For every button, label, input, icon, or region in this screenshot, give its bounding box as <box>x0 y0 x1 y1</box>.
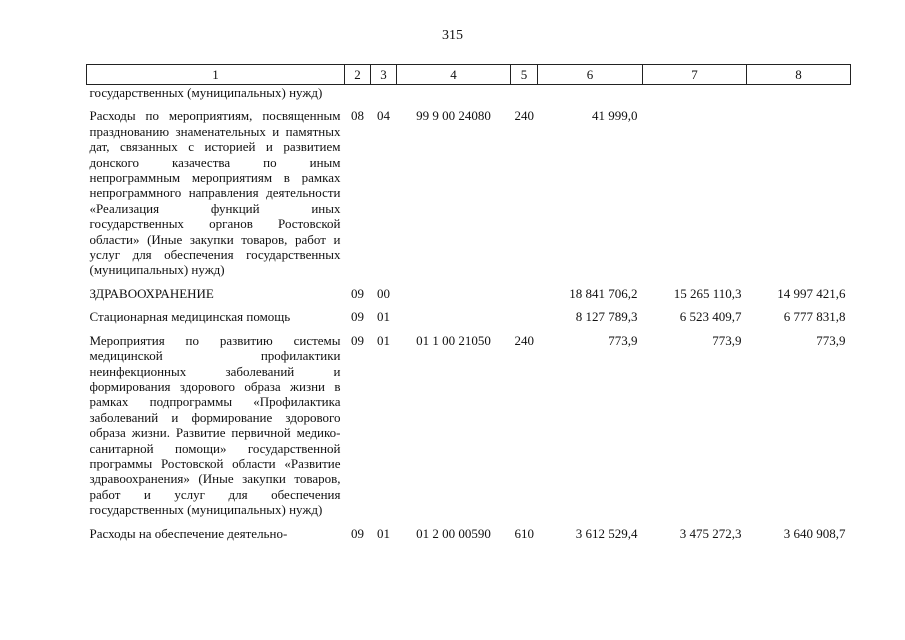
row-name: Стационарная медицинская помощь <box>89 309 291 325</box>
row-amount-year1: 8 127 789,3 <box>575 309 638 325</box>
row-subsection-code: 01 <box>377 332 390 348</box>
row-subsection-code: 00 <box>377 285 390 301</box>
table-header-row <box>87 65 851 85</box>
row-section-code: 09 <box>351 309 364 325</box>
row-subsection-code: 01 <box>377 525 390 541</box>
row-name: ЗДРАВООХРАНЕНИЕ <box>89 285 214 301</box>
column-header-5: 5 <box>511 65 538 85</box>
table-row <box>87 278 851 301</box>
row-amount-year3: 3 640 908,7 <box>783 525 846 541</box>
row-expense-type: 240 <box>514 332 534 348</box>
table-row <box>87 518 851 541</box>
column-header-7: 7 <box>643 65 747 85</box>
row-target-article <box>397 278 511 301</box>
row-amount-year3: 14 997 421,6 <box>777 285 846 301</box>
row-section-code: 09 <box>351 332 364 348</box>
row-expense-type: 240 <box>514 108 534 124</box>
row-amount-year2 <box>643 85 747 101</box>
row-amount-year2: 3 475 272,3 <box>679 525 742 541</box>
column-header-2: 2 <box>345 65 371 85</box>
row-amount-year3 <box>747 100 851 277</box>
row-subsection-code <box>371 85 397 101</box>
row-subsection-code: 04 <box>377 108 390 124</box>
row-expense-type: 610 <box>514 525 534 541</box>
row-target-article <box>397 301 511 324</box>
row-amount-year1 <box>538 85 643 101</box>
row-target-article: 99 9 00 24080 <box>416 108 491 124</box>
row-amount-year3: 6 777 831,8 <box>783 309 846 325</box>
column-header-3: 3 <box>371 65 397 85</box>
row-section-code: 09 <box>351 525 364 541</box>
row-amount-year2 <box>643 100 747 277</box>
row-section-code: 08 <box>351 108 364 124</box>
row-amount-year1: 41 999,0 <box>592 108 638 124</box>
row-amount-year3 <box>747 85 851 101</box>
row-expense-type <box>511 301 538 324</box>
page-number: 315 <box>442 28 463 43</box>
row-name: Мероприятия по развитию системы медицинской профилактики неинфекционных заболеваний и формирования здорового образа жизни в рамках подпрограммы «Профилактика заболеваний и формирование здорового образа жизни. Развитие первичной медико-санитарной помощи» государственной программы Ростовской области «Развитие здравоохранения» (Иные закупки товаров, работ и услуг для обеспечения государственных (муниципальных) нужд) <box>89 332 341 518</box>
table-row <box>87 325 851 518</box>
row-amount-year2: 773,9 <box>712 332 742 348</box>
row-section-code: 09 <box>351 285 364 301</box>
row-target-article: 01 1 00 21050 <box>416 332 491 348</box>
row-expense-type <box>511 85 538 101</box>
column-header-4: 4 <box>397 65 511 85</box>
column-header-8: 8 <box>747 65 851 85</box>
row-name: Расходы по мероприятиям, посвященным празднованию знаменательных и памятных дат, связанных с историей и развитием донского казачества по иным непрограммным мероприятиям в рамках непрограммного направления деятельности «Реализация функций иных государственных органов Ростовской области» (Иные закупки товаров, работ и услуг для обеспечения государственных (муниципальных) нужд) <box>89 108 341 278</box>
row-section-code <box>345 85 371 101</box>
row-amount-year1: 3 612 529,4 <box>575 525 638 541</box>
row-amount-year1: 773,9 <box>608 332 638 348</box>
table-row <box>87 100 851 277</box>
row-name: Расходы на обеспечение деятельно- <box>89 525 288 541</box>
row-expense-type <box>511 278 538 301</box>
row-name: государственных (муниципальных) нужд) <box>89 85 323 100</box>
table-row <box>87 301 851 324</box>
row-target-article: 01 2 00 00590 <box>416 525 491 541</box>
row-amount-year2: 15 265 110,3 <box>673 285 742 301</box>
row-amount-year3: 773,9 <box>816 332 846 348</box>
row-amount-year1: 18 841 706,2 <box>569 285 638 301</box>
column-header-1: 1 <box>87 65 345 85</box>
budget-table <box>86 64 851 541</box>
column-header-6: 6 <box>538 65 643 85</box>
row-amount-year2: 6 523 409,7 <box>679 309 742 325</box>
row-subsection-code: 01 <box>377 309 390 325</box>
table-row <box>87 85 851 101</box>
row-target-article <box>397 85 511 101</box>
